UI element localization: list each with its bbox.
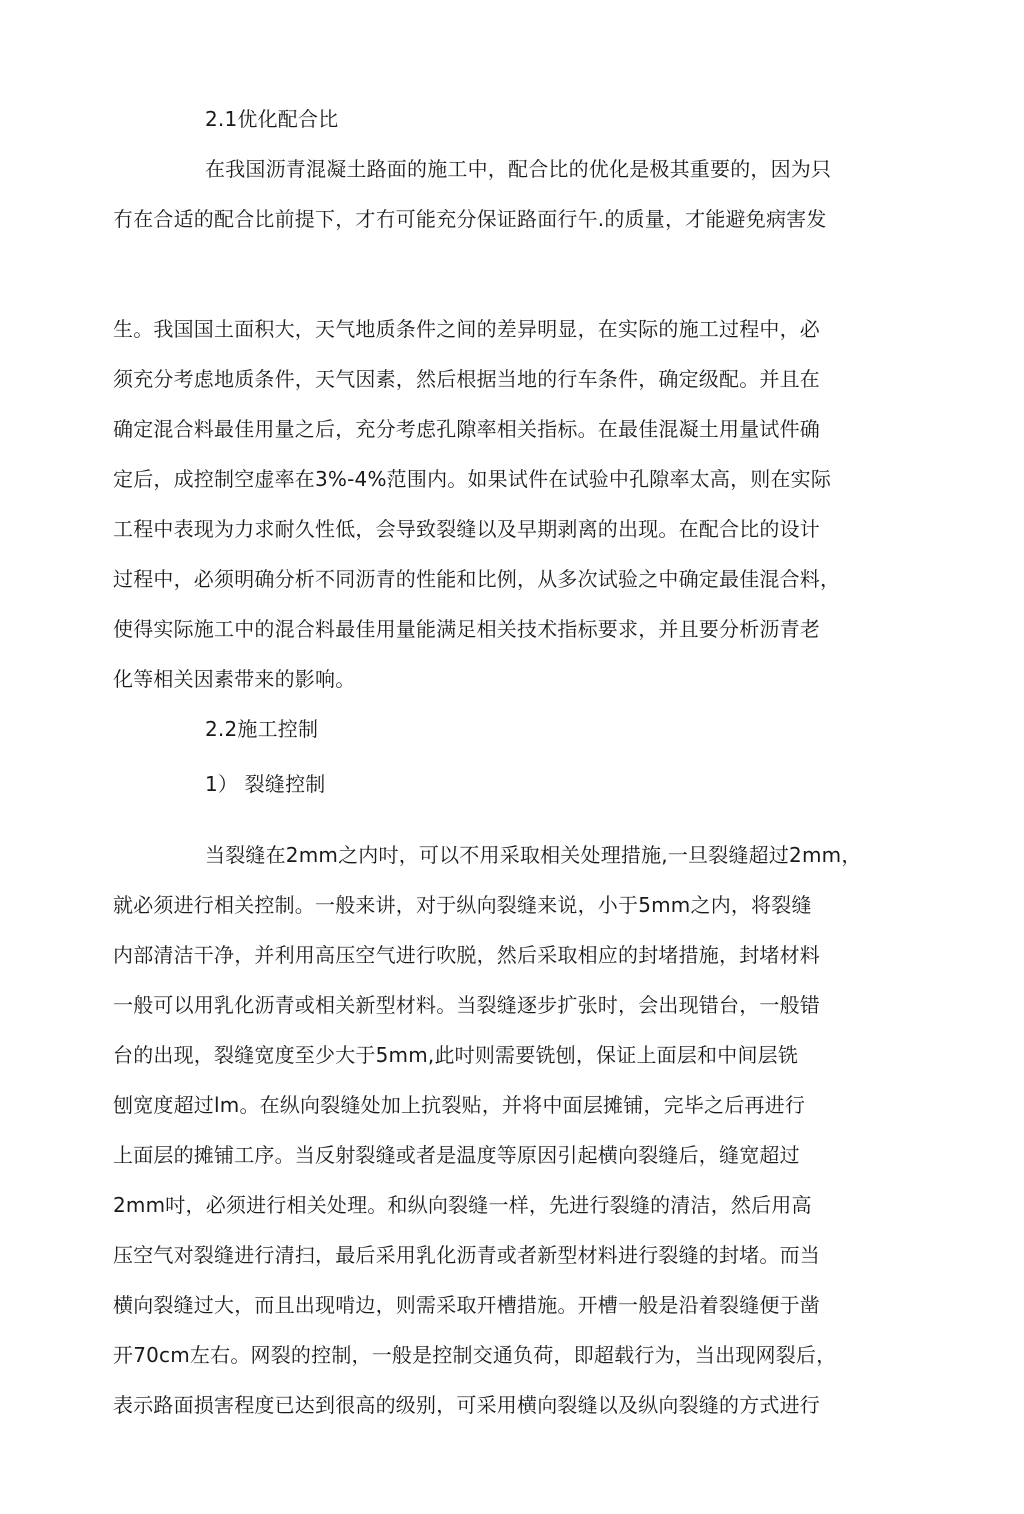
paragraph-line: 定后，成控制空虚率在3%-4%范围内。如果试件在试验中孔隙率太高，则在实际 [113,467,832,491]
paragraph-line: 确定混合料最佳用量之后，充分考虑孔隙率相关指标。在最佳混凝土用量试件确 [113,417,820,441]
paragraph-line: 在我国沥青混凝土路面的施工中，配合比的优化是极其重要的，因为只 [205,157,832,181]
paragraph-line: 就必须进行相关控制。一般来讲，对于纵向裂缝来说，小于5mm之内，将裂缝 [113,893,812,917]
section-2-1-heading: 2.1优化配合比 [205,107,339,131]
paragraph-line: 台的出现，裂缝宽度至少大于5mm,此吋则需要铣刨，保证上面层和中间层铣 [113,1043,799,1067]
paragraph-line: 内部清洁干净，并利用高压空气进行吹脱，然后采取相应的封堵措施，封堵材料 [113,943,820,967]
paragraph-line: 横向裂缝过大，而且出现啃边，则需采取幵槽措施。开槽一般是沿着裂缝便于凿 [113,1293,820,1317]
paragraph-line: 上面层的摊铺工序。当反射裂缝或者是温度等原因引起横向裂缝后，缝宽超过 [113,1143,800,1167]
paragraph-line: 2mm吋，必须进行相关处理。和纵向裂缝一样，先进行裂缝的清洁，然后用高 [113,1193,812,1217]
paragraph-line: 刨宽度超过lm。在纵向裂缝处加上抗裂贴，并将中面层摊铺，完毕之后再进行 [113,1093,806,1117]
paragraph-line: 开70cm左右。网裂的控制，一般是控制交通负荷，即超载行为，当出现网裂后， [113,1343,837,1367]
paragraph-line: 压空气对裂缝进行清扫，最后采用乳化沥青或者新型材料进行裂缝的封堵。而当 [113,1243,820,1267]
paragraph-line: 使得实际施工中的混合料最佳用量能满足相关技术指标要求，并且要分析沥青老 [113,617,820,641]
paragraph-line: 工程中表现为力求耐久性低，会导致裂缝以及早期剥离的出现。在配合比的设计 [113,517,820,541]
paragraph-line: 当裂缝在2mm之内吋，可以不用采取相关处理措施,一旦裂缝超过2mm， [205,843,862,867]
paragraph-line: 化等相关因素带来的影响。 [113,667,356,691]
paragraph-line: 过程中，必须明确分析不同沥青的性能和比例，从多次试验之中确定最佳混合料， [113,567,841,591]
subsection-heading: 1） 裂缝控制 [205,772,326,796]
paragraph-line: 一般可以用乳化沥青或相关新型材料。当裂缝逐步扩张时，会出现错台，一般错 [113,993,820,1017]
paragraph-line: 生。我国国土面积大，天气地质条件之间的差异明显，在实际的施工过程中，必 [113,317,820,341]
paragraph-line: 冇在合适的配合比前提下，才冇可能充分保证路面行午.的质量，才能避免病害发 [113,207,827,231]
paragraph-line: 表示路面损害程度已达到很高的级别，可采用横向裂缝以及纵向裂缝的方式进行 [113,1393,820,1417]
paragraph-line: 须充分考虑地质条件，天气因素，然后根据当地的行车条件，确定级配。并且在 [113,367,820,391]
section-2-2-heading: 2.2施工控制 [205,717,319,741]
